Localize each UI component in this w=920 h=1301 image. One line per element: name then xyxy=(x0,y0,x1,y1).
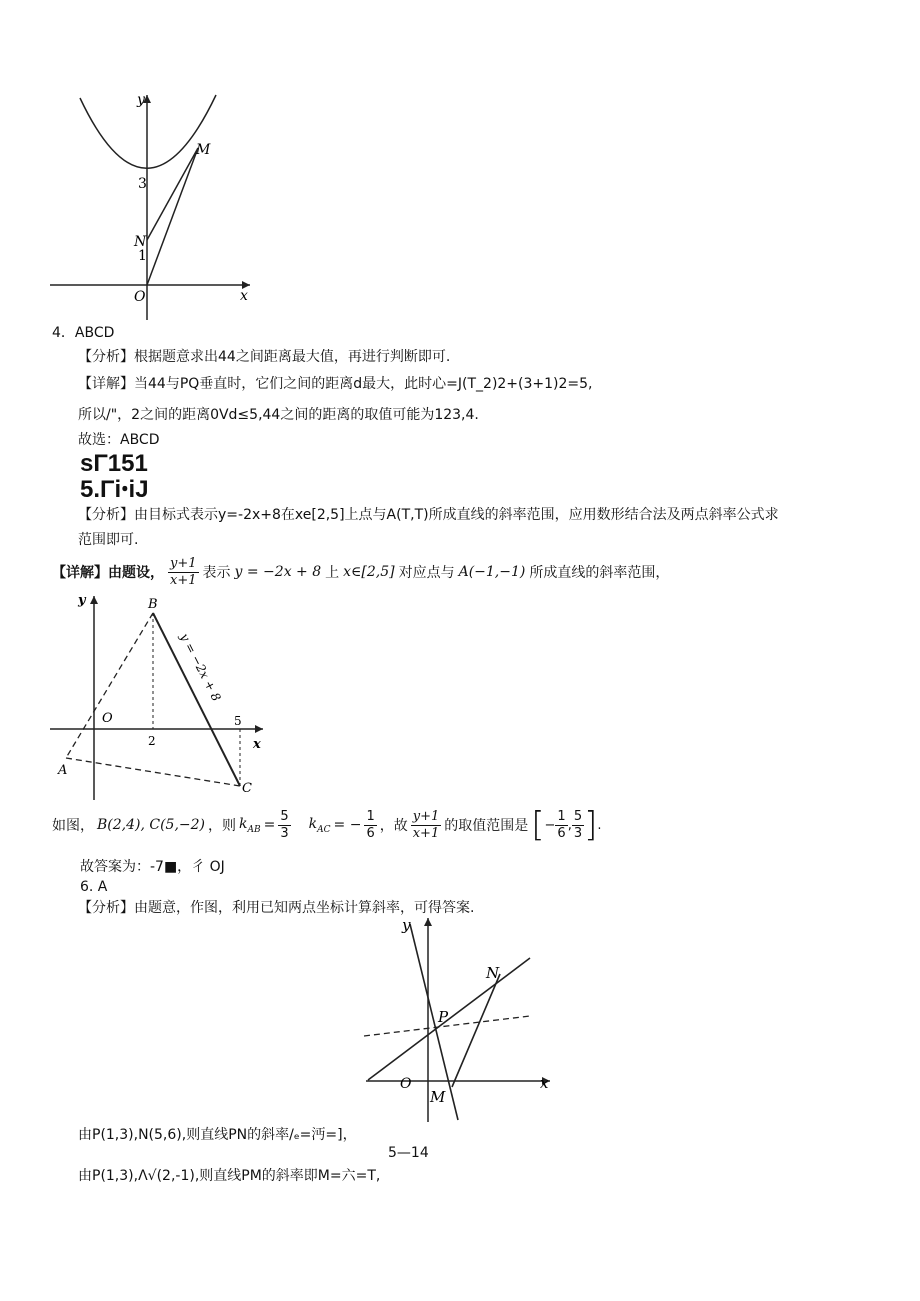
q5-detail-end: 所成直线的斜率范围， xyxy=(529,565,670,581)
fraction-denominator: x+1 xyxy=(412,825,440,841)
tick-1: 1 xyxy=(138,248,147,264)
q6-line1: 由P(1,3),N(5,6),则直线PN的斜率/ₑ=沔=]， xyxy=(78,1127,357,1143)
fraction-numerator: 1 xyxy=(366,808,375,824)
k-ab-symbol xyxy=(239,816,261,835)
q5-range-text: 的取值范围是 xyxy=(444,818,529,834)
x-axis-label: x xyxy=(240,288,248,304)
line-label: y = −2x + 8 xyxy=(177,631,224,704)
q4-heading: 4．ABCD xyxy=(52,325,115,341)
fraction-numerator: y+1 xyxy=(412,808,440,824)
q5-analysis-2: 范围即可. xyxy=(78,532,139,548)
q5-gu: ，故 xyxy=(379,818,408,834)
fraction-numerator: 5 xyxy=(573,808,583,824)
fraction-denominator: 3 xyxy=(280,825,289,841)
q5-ze: ，则 xyxy=(208,818,237,834)
y-axis-label: y xyxy=(402,916,411,934)
point-p-label: P xyxy=(438,1008,449,1026)
origin-label: O xyxy=(102,711,113,726)
q5-detail-tail: 对应点与 xyxy=(398,565,455,581)
q5-detail-point: A(−1,−1) xyxy=(458,564,526,580)
k-ab-letter: k xyxy=(239,815,248,832)
k-ab-fraction xyxy=(278,809,290,842)
figure-slopes-pnm xyxy=(358,912,558,1127)
k-ab-eq: = xyxy=(263,817,276,833)
fraction-numerator: y+1 xyxy=(170,555,197,571)
q5-conclusion-line xyxy=(52,802,602,848)
point-m-label: M xyxy=(196,142,211,158)
q5-heading-top: sΓ151 xyxy=(80,450,148,477)
q4-analysis: 【分析】根据题意求出44之间距离最大值，再进行判断即可. xyxy=(78,349,451,365)
x-axis-label: x xyxy=(253,737,261,752)
point-a-label: A xyxy=(58,763,68,778)
tick-3: 3 xyxy=(138,176,147,192)
k-ac-eq: = − xyxy=(333,817,362,833)
fraction-denominator: 6 xyxy=(366,825,375,841)
q5-detail-on: 上 xyxy=(325,565,340,581)
q4-line3: 所以/"，2之间的距离0Vd≤5,44之间的距离的取值可能为123,4. xyxy=(78,407,479,423)
range-high-fraction xyxy=(572,809,584,842)
k-ac-symbol xyxy=(309,816,331,835)
point-n-label: N xyxy=(134,234,147,250)
figure-parabola xyxy=(50,90,260,330)
y-axis-label: y xyxy=(137,92,145,108)
q6-line2: 由P(1,3),Λ√(2,-1),则直线PM的斜率即M=六=T, xyxy=(78,1168,381,1184)
q5-detail-fraction xyxy=(168,556,199,589)
q6-heading: 6. A xyxy=(80,879,108,895)
q5-ru-tu: 如图， xyxy=(52,818,94,834)
k-ab-sub: AB xyxy=(247,824,261,835)
figure-slope-range xyxy=(48,588,278,803)
q4-choice: 故选：ABCD xyxy=(78,432,160,448)
point-m-label: M xyxy=(430,1088,446,1106)
fraction-denominator: 3 xyxy=(573,825,583,841)
q4-detail: 【详解】当44与PQ垂直时，它们之间的距离d最大，此时心=J(T_2)2+(3+1)2=5, xyxy=(78,376,593,392)
q5-points: B(2,4), C(5,−2) xyxy=(97,817,206,833)
fraction-denominator: 6 xyxy=(557,825,566,841)
q5-heading-bottom: 5.ΓiꞏiJ xyxy=(80,476,149,503)
tick-2: 2 xyxy=(148,734,156,748)
origin-label: O xyxy=(400,1076,412,1092)
x-axis-label: x xyxy=(540,1074,549,1092)
range-expr-fraction xyxy=(411,809,442,842)
q6-analysis: 【分析】由题意，作图，利用已知两点坐标计算斜率，可得答案. xyxy=(78,900,475,916)
q5-detail-x: x∈[2,5] xyxy=(343,564,395,580)
origin-label: O xyxy=(134,289,146,305)
q5-detail-line xyxy=(52,552,669,592)
q5-detail-eq: y = −2x + 8 xyxy=(234,564,322,580)
k-ac-fraction xyxy=(364,809,376,842)
q5-analysis-1: 【分析】由目标式表示y=-2x+8在xe[2,5]上点与A(T,T)所成直线的斜率范围，应用数形结合法及两点斜率公式求 xyxy=(78,507,779,523)
q5-detail-mid: 表示 xyxy=(202,565,231,581)
y-axis-label: y xyxy=(78,593,86,608)
range-low-fraction xyxy=(555,809,567,842)
q5-answer: 故答案为：-7■，彳 OJ xyxy=(80,859,225,875)
k-ac-sub: AC xyxy=(317,824,331,835)
fraction-numerator: 5 xyxy=(280,808,289,824)
q6-frac-part: 5—14 xyxy=(388,1145,429,1161)
point-c-label: C xyxy=(242,781,252,796)
k-ac-letter: k xyxy=(308,815,318,832)
fraction-numerator: 1 xyxy=(557,808,566,824)
tick-5: 5 xyxy=(234,714,242,728)
left-bracket-icon: [ xyxy=(531,805,545,845)
q5-detail-label: 【详解】由题设， xyxy=(52,565,164,581)
range-interval: [ − $\frac{1}{6}$ , $\frac{5}{3}$ ] . xyxy=(531,805,602,845)
right-bracket-icon: ] xyxy=(584,805,598,845)
point-b-label: B xyxy=(148,597,158,612)
point-n-label: N xyxy=(486,964,500,982)
fraction-denominator: x+1 xyxy=(170,572,197,588)
